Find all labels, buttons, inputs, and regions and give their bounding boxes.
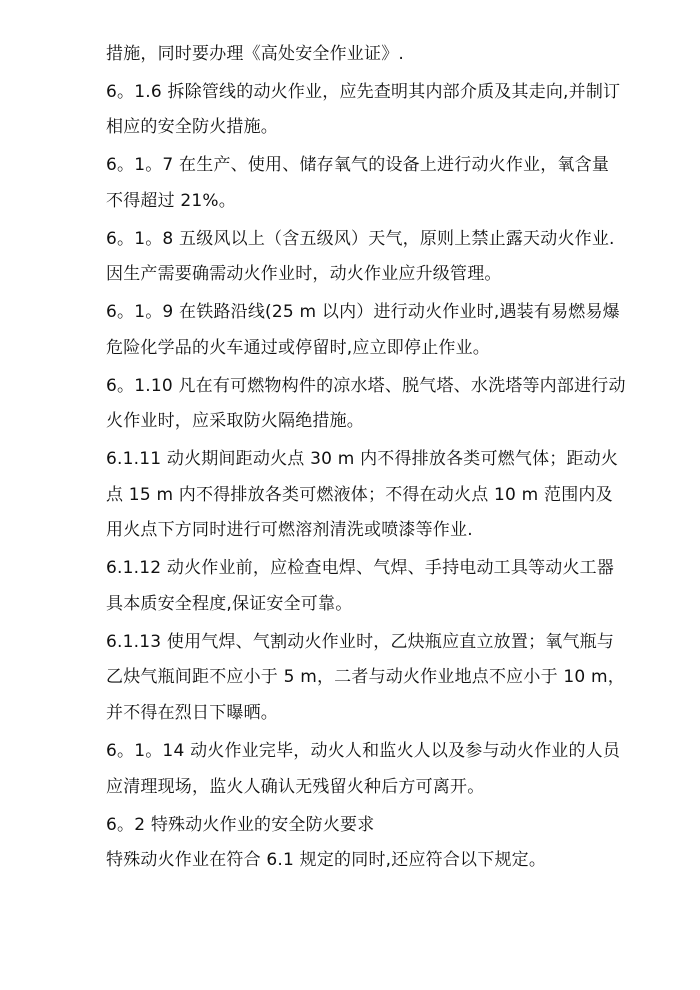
text-line: 不得超过 21%。 xyxy=(106,191,236,211)
text-line: 应清理现场，监火人确认无残留火种后方可离开。 xyxy=(106,777,485,797)
text-line: 6。1。7 在生产、使用、储存氧气的设备上进行动火作业，氧含量 xyxy=(106,155,610,175)
text-line: 6.1.13 使用气焊、气割动火作业时，乙炔瓶应直立放置；氧气瓶与 xyxy=(106,632,615,652)
text-line: 因生产需要确需动火作业时，动火作业应升级管理。 xyxy=(106,264,502,284)
text-line: 6。1.10 凡在有可燃物构件的凉水塔、脱气塔、水洗塔等内部进行动 xyxy=(106,376,626,396)
text-line: 6。1。14 动火作业完毕，动火人和监火人以及参与动火作业的人员 xyxy=(106,741,621,761)
text-line: 火作业时，应采取防火隔绝措施。 xyxy=(106,411,364,431)
text-line: 6。1.6 拆除管线的动火作业，应先查明其内部介质及其走向,并制订 xyxy=(106,82,621,102)
text-line: 用火点下方同时进行可燃溶剂清洗或喷漆等作业. xyxy=(106,520,473,540)
text-line: 6。2 特殊动火作业的安全防火要求 xyxy=(106,815,375,835)
text-line: 相应的安全防火措施。 xyxy=(106,117,278,137)
text-line: 6。1。9 在铁路沿线(25 m 以内）进行动火作业时,遇装有易燃易爆 xyxy=(106,302,620,322)
text-line: 6。1。8 五级风以上（含五级风）天气，原则上禁止露天动火作业. xyxy=(106,229,615,249)
text-line: 危险化学品的火车通过或停留时,应立即停止作业。 xyxy=(106,338,491,358)
text-line: 并不得在烈日下曝晒。 xyxy=(106,703,278,723)
text-line: 具本质安全程度,保证安全可靠。 xyxy=(106,594,353,614)
text-line: 6.1.12 动火作业前，应检查电焊、气焊、手持电动工具等动火工器 xyxy=(106,558,615,578)
text-line: 点 15 m 内不得排放各类可燃液体；不得在动火点 10 m 范围内及 xyxy=(106,485,613,505)
text-line: 措施，同时要办理《高处安全作业证》. xyxy=(106,44,405,64)
text-line: 特殊动火作业在符合 6.1 规定的同时,还应符合以下规定。 xyxy=(106,850,547,870)
text-line: 6.1.11 动火期间距动火点 30 m 内不得排放各类可燃气体；距动火 xyxy=(106,449,619,469)
text-line: 乙炔气瓶间距不应小于 5 m，二者与动火作业地点不应小于 10 m， xyxy=(106,667,625,687)
